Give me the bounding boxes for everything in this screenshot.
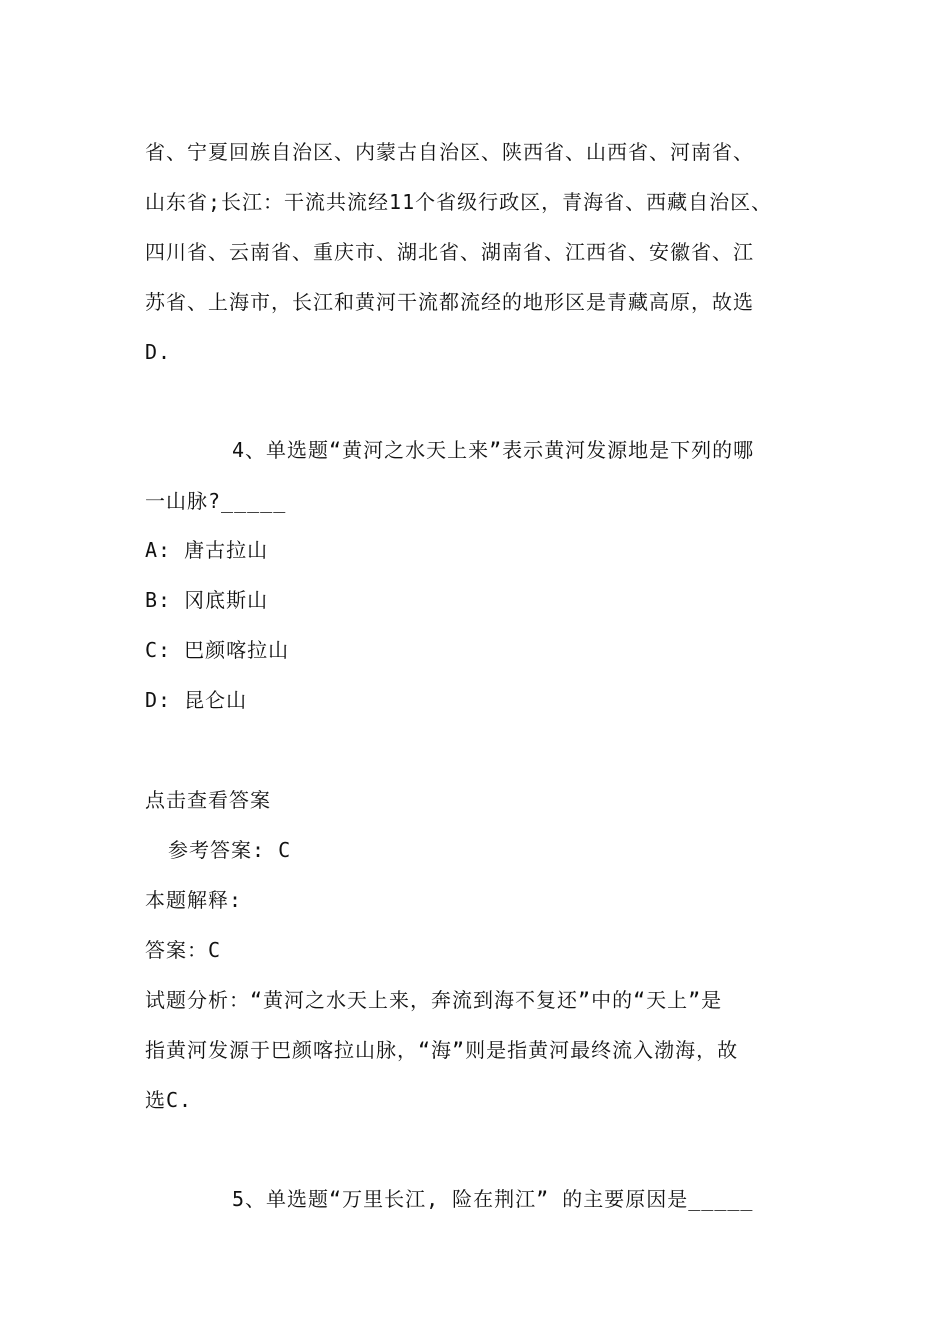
q4-stem-line-2: 一山脉?_____ xyxy=(145,489,287,513)
view-answer-link[interactable]: 点击查看答案 xyxy=(145,788,271,812)
explanation-label: 本题解释: xyxy=(145,888,243,912)
q3-explanation-line-1: 省、宁夏回族自治区、内蒙古自治区、陕西省、山西省、河南省、 xyxy=(145,140,754,164)
q4-option-c: C: 巴颜喀拉山 xyxy=(145,638,290,662)
q3-explanation-line-4: 苏省、上海市，长江和黄河干流都流经的地形区是青藏高原，故选 xyxy=(145,290,754,314)
q4-option-a: A: 唐古拉山 xyxy=(145,538,269,562)
q4-option-b: B: 冈底斯山 xyxy=(145,588,269,612)
analysis-line-2: 指黄河发源于巴颜喀拉山脉，“海”则是指黄河最终流入渤海，故 xyxy=(145,1038,739,1062)
q4-stem-line-1: 4、单选题“黄河之水天上来”表示黄河发源地是下列的哪 xyxy=(232,438,755,462)
analysis-line-3: 选C. xyxy=(145,1088,193,1112)
answer-line: 答案：C xyxy=(145,938,222,962)
q3-explanation-line-5: D. xyxy=(145,340,172,364)
reference-answer: 参考答案: C xyxy=(168,838,292,862)
q3-explanation-line-2: 山东省;长江：干流共流经11个省级行政区，青海省、西藏自治区、 xyxy=(145,190,773,214)
q4-option-d: D: 昆仑山 xyxy=(145,688,248,712)
analysis-line-1: 试题分析：“黄河之水天上来，奔流到海不复还”中的“天上”是 xyxy=(145,988,723,1012)
q5-stem-line-1: 5、单选题“万里长江, 险在荆江” 的主要原因是_____ xyxy=(232,1187,754,1211)
q3-explanation-line-3: 四川省、云南省、重庆市、湖北省、湖南省、江西省、安徽省、江 xyxy=(145,240,754,264)
